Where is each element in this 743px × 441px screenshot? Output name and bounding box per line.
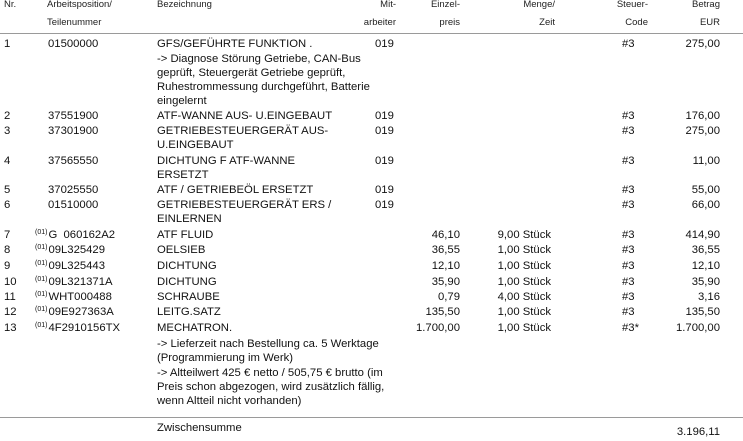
- header-code-line2: Code: [625, 17, 648, 28]
- row-10-prefix: (01): [35, 276, 48, 283]
- row-13-menge: 1,00 Stück: [497, 322, 551, 334]
- row-10-code: #3: [622, 276, 635, 288]
- row-1-nr: 1: [4, 38, 11, 50]
- row-3-betrag: 275,00: [685, 125, 720, 137]
- row-13-preis: 1.700,00: [416, 322, 460, 334]
- row-7-position: [35, 228, 115, 244]
- row-12-code: #3: [622, 306, 635, 318]
- row-9-part-number: 09L325443: [48, 260, 105, 272]
- row-2-nr: 2: [4, 110, 11, 122]
- row-10-preis: 35,90: [431, 276, 460, 288]
- header-betrag-line1: Betrag: [692, 0, 720, 10]
- row-8-nr: 8: [4, 244, 11, 256]
- row-8-preis: 36,55: [431, 244, 460, 256]
- header-nr: [4, 0, 16, 14]
- header-bezeichnung: [157, 0, 212, 14]
- header-mitarbeiter: [330, 0, 396, 32]
- row-9-menge: 1,00 Stück: [497, 260, 551, 272]
- row-4-mitarbeiter: 019: [375, 155, 394, 167]
- row-11-betrag: 3,16: [698, 291, 720, 303]
- row-6-betrag: 66,00: [691, 199, 720, 211]
- row-11-description: SCHRAUBE: [157, 291, 220, 303]
- row-3-position: [47, 124, 98, 140]
- subtotal-value: 3.196,11: [676, 426, 720, 438]
- row-12-part-number: 09E927363A: [48, 306, 114, 318]
- row-10-betrag: 35,90: [691, 276, 720, 288]
- row-8-position: [35, 243, 105, 259]
- row-1-part-number: 01500000: [48, 38, 99, 50]
- row-3-mitarbeiter: 019: [375, 125, 394, 137]
- row-7-menge: 9,00 Stück: [497, 229, 551, 241]
- row-7-part-number: G 060162A2: [48, 229, 116, 241]
- row-6-part-number: 01510000: [48, 199, 99, 211]
- row-10-description: DICHTUNG: [157, 276, 217, 288]
- row-5-code: #3: [622, 184, 635, 196]
- row-9-betrag: 12,10: [691, 260, 720, 272]
- row-4-nr: 4: [4, 155, 11, 167]
- row-5-betrag: 55,00: [691, 184, 720, 196]
- row-6-description: GETRIEBESTEUERGERÄT ERS / EINLERNEN: [157, 199, 332, 225]
- row-6-position: [47, 198, 98, 214]
- row-13-position: [35, 321, 120, 337]
- row-13-part-number: 4F2910156TX: [48, 322, 121, 334]
- header-divider: [0, 33, 743, 34]
- row-8-code: #3: [622, 244, 635, 256]
- row-12-position: [35, 305, 114, 321]
- row-3-nr: 3: [4, 125, 11, 137]
- row-7-description: ATF FLUID: [157, 229, 214, 241]
- row-10-nr: 10: [4, 276, 17, 288]
- row-6-mitarbeiter: 019: [375, 199, 394, 211]
- header-position-line1: Arbeitsposition/: [47, 0, 112, 10]
- header-menge: [470, 0, 555, 32]
- row-4-position: [47, 154, 98, 170]
- row-12-nr: 12: [4, 306, 17, 318]
- header-preis-line1: Einzel-: [430, 0, 460, 10]
- header-betrag-line2: EUR: [699, 17, 720, 28]
- header-mitarbeiter-line2: arbeiter: [363, 17, 396, 28]
- row-9-code: #3: [622, 260, 635, 272]
- row-7-code: #3: [622, 229, 635, 241]
- row-11-code: #3: [622, 291, 635, 303]
- row-13-prefix: (01): [35, 322, 48, 329]
- header-nr-label: Nr.: [4, 0, 17, 10]
- header-betrag: [660, 0, 720, 32]
- row-7-betrag: 414,90: [685, 229, 720, 241]
- row-8-description: OELSIEB: [157, 244, 206, 256]
- row-9-position: [35, 259, 105, 275]
- row-8-prefix: (01): [35, 244, 48, 251]
- row-1-code: #3: [622, 38, 635, 50]
- row-13-note-2: -> Altteilwert 425 € netto / 505,75 € brutto (im Preis schon abgezogen, wird zusätzlich fällig, wenn Altteil nicht vorhanden): [157, 367, 385, 407]
- row-9-nr: 9: [4, 260, 11, 272]
- header-preis-line2: preis: [439, 17, 460, 28]
- header-menge-line2: Zeit: [539, 17, 555, 28]
- row-13-nr: 13: [4, 322, 17, 334]
- row-1-description: GFS/GEFÜHRTE FUNKTION .: [157, 38, 313, 50]
- row-5-mitarbeiter: 019: [375, 184, 394, 196]
- header-code-line1: Steuer-: [616, 0, 648, 10]
- row-12-preis: 135,50: [425, 306, 460, 318]
- row-9-prefix: (01): [35, 260, 48, 267]
- row-2-betrag: 176,00: [685, 110, 720, 122]
- row-7-preis: 46,10: [431, 229, 460, 241]
- row-13-note-1: -> Lieferzeit nach Bestellung ca. 5 Werktage (Programmierung im Werk): [157, 338, 379, 364]
- header-preis: [400, 0, 460, 32]
- header-bezeichnung-label: Bezeichnung: [157, 0, 212, 10]
- row-2-mitarbeiter: 019: [375, 110, 394, 122]
- row-8-menge: 1,00 Stück: [497, 244, 551, 256]
- row-1-note-1: -> Diagnose Störung Getriebe, CAN-Bus geprüft, Steuergerät Getriebe geprüft, Ruhestrommessung durchgeführt, Batterie eingelernt: [157, 53, 370, 107]
- row-8-betrag: 36,55: [691, 244, 720, 256]
- row-3-part-number: 37301900: [48, 125, 99, 137]
- row-12-menge: 1,00 Stück: [497, 306, 551, 318]
- row-1-position: [47, 37, 98, 53]
- row-1-mitarbeiter: 019: [375, 38, 394, 50]
- row-3-code: #3: [622, 125, 635, 137]
- row-9-description: DICHTUNG: [157, 260, 217, 272]
- row-12-description: LEITG.SATZ: [157, 306, 221, 318]
- row-8-part-number: 09L325429: [48, 244, 105, 256]
- row-4-description: DICHTUNG F ATF-WANNE ERSETZT: [157, 155, 296, 181]
- row-13-code: #3*: [622, 322, 639, 334]
- row-11-preis: 0,79: [438, 291, 460, 303]
- row-9-preis: 12,10: [431, 260, 460, 272]
- row-12-prefix: (01): [35, 306, 48, 313]
- row-3-description: GETRIEBESTEUERGERÄT AUS- U.EINGEBAUT: [157, 125, 329, 151]
- header-menge-line1: Menge/: [523, 0, 555, 10]
- header-position: [47, 0, 112, 32]
- row-13-description: MECHATRON.: [157, 322, 233, 334]
- header-code: [580, 0, 648, 32]
- row-11-menge: 4,00 Stück: [497, 291, 551, 303]
- row-11-prefix: (01): [35, 291, 48, 298]
- row-7-nr: 7: [4, 229, 11, 241]
- row-5-nr: 5: [4, 184, 11, 196]
- header-mitarbeiter-line1: Mit-: [380, 0, 396, 10]
- row-5-position: [47, 183, 98, 199]
- row-4-part-number: 37565550: [48, 155, 99, 167]
- row-6-code: #3: [622, 199, 635, 211]
- row-10-part-number: 09L321371A: [48, 276, 113, 288]
- header-position-line2: Teilenummer: [47, 17, 102, 28]
- row-2-part-number: 37551900: [48, 110, 99, 122]
- row-1-betrag: 275,00: [685, 38, 720, 50]
- subtotal-label: Zwischensumme: [157, 422, 242, 434]
- row-4-betrag: 11,00: [692, 155, 720, 167]
- row-5-part-number: 37025550: [48, 184, 99, 196]
- subtotal-divider: [0, 417, 743, 418]
- row-6-nr: 6: [4, 199, 11, 211]
- row-10-menge: 1,00 Stück: [497, 276, 551, 288]
- row-11-part-number: WHT000488: [48, 291, 112, 303]
- row-13-betrag: 1.700,00: [676, 322, 720, 334]
- row-2-code: #3: [622, 110, 635, 122]
- row-2-position: [47, 109, 98, 125]
- row-4-code: #3: [622, 155, 635, 167]
- row-2-description: ATF-WANNE AUS- U.EINGEBAUT: [157, 110, 333, 122]
- row-12-betrag: 135,50: [685, 306, 720, 318]
- row-7-prefix: (01): [35, 229, 48, 236]
- row-11-position: [35, 290, 112, 306]
- row-10-position: [35, 275, 113, 291]
- row-5-description: ATF / GETRIEBEÖL ERSETZT: [157, 184, 314, 196]
- row-11-nr: 11: [4, 291, 16, 303]
